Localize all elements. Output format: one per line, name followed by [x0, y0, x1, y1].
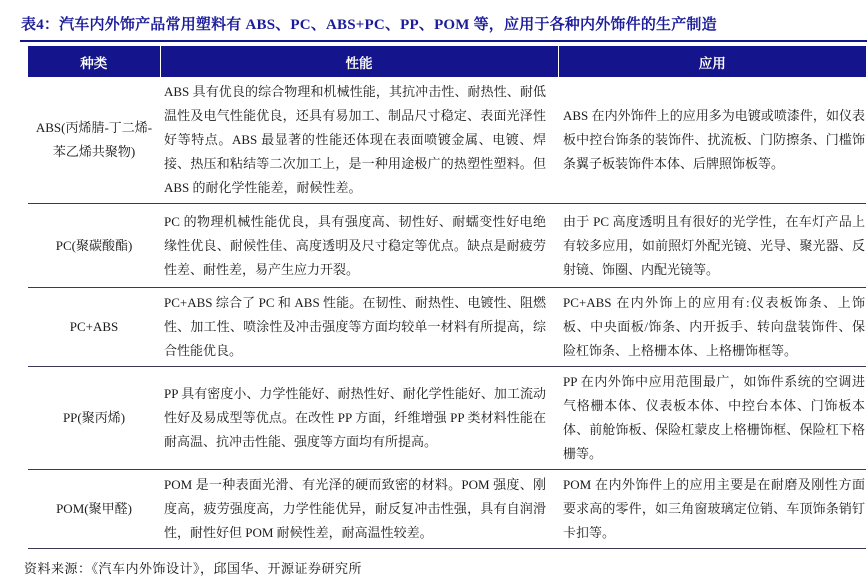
column-header-performance: 性能	[160, 46, 558, 77]
application-cell: POM 在内外饰件上的应用主要是在耐磨及刚性方面要求高的零件，如三角窗玻璃定位销、车顶饰条销钉卡扣等。	[558, 470, 866, 549]
performance-cell: POM 是一种表面光滑、有光泽的硬而致密的材料。POM 强度、刚度高，疲劳强度高，力学性能优异，耐反复冲击性强，具有自润滑性，耐性好但 POM 耐候性差，耐高温性较差。	[160, 470, 558, 549]
application-cell: PC+ABS 在内外饰上的应用有:仪表板饰条、上饰板、中央面板/饰条、内开扳手、转向盘装饰件、保险杠饰条、上格栅本体、上格栅饰框等。	[558, 288, 866, 367]
materials-table	[28, 46, 866, 549]
table-header	[28, 46, 866, 77]
material-kind-cell: POM(聚甲醛)	[28, 470, 160, 549]
material-kind-cell: PP(聚丙烯)	[28, 367, 160, 470]
performance-cell: ABS 具有优良的综合物理和机械性能，其抗冲击性、耐热性、耐低温性及电气性能优良，还具有易加工、制品尺寸稳定、表面光泽性好等特点。ABS 最显著的性能还体现在表面喷镀金属、电镀、焊接、热压和粘结等二次加工上，是一种用途极广的热塑性塑料。但 ABS 的耐化学性能差，耐候性差。	[164, 84, 546, 195]
table-row-pp	[28, 367, 866, 470]
title-divider	[20, 40, 867, 42]
performance-cell: PC 的物理机械性能优良，具有强度高、韧性好、耐蠕变性好电绝缘性优良、耐候性佳、高度透明及尺寸稳定等优点。缺点是耐疲劳性差、耐性差，易产生应力开裂。	[160, 204, 558, 288]
application-cell: ABS 在内外饰件上的应用多为电镀或喷漆件，如仪表板中控台饰条的装饰件、扰流板、门防擦条、门槛饰条翼子板装饰件本体、后牌照饰板等。	[563, 108, 865, 171]
table-row-pom	[28, 470, 866, 549]
page-title: 表4：汽车内外饰产品常用塑料有 ABS、PC、ABS+PC、PP、POM 等，应用于各种内外饰件的生产制造	[21, 17, 717, 33]
material-kind-cell: PC+ABS	[28, 288, 160, 367]
column-header-kind: 种类	[28, 46, 160, 77]
table-row-pc	[28, 204, 866, 288]
material-kind-cell: PC(聚碳酸酯)	[28, 204, 160, 288]
table-row-pc-abs	[28, 288, 866, 367]
source-note: 资料来源：《汽车内外饰设计》，邱国华、开源证券研究所	[24, 561, 363, 576]
material-kind-cell: ABS(丙烯腈-丁二烯-苯乙烯共聚物)	[35, 120, 153, 159]
performance-cell: PC+ABS 综合了 PC 和 ABS 性能。在韧性、耐热性、电镀性、阻燃性、加工性、喷涂性及冲击强度等方面均较单一材料有所提高，综合性能优良。	[160, 288, 558, 367]
application-cell: PP 在内外饰中应用范围最广，如饰件系统的空调进气格栅本体、仪表板本体、中控台本体、门饰板本体、前舱饰板、保险杠蒙皮上格栅饰框、保险杠下格栅等。	[558, 367, 866, 470]
performance-cell: PP 具有密度小、力学性能好、耐热性好、耐化学性能好、加工流动性好及易成型等优点。在改性 PP 方面，纤维增强 PP 类材料性能在耐高温、抗冲击性能、强度等方面均有所提高。	[160, 367, 558, 470]
application-cell: 由于 PC 高度透明且有很好的光学性，在车灯产品上有较多应用，如前照灯外配光镜、光导、聚光器、反射镜、饰圈、内配光镜等。	[558, 204, 866, 288]
column-header-application: 应用	[558, 46, 866, 77]
table-row-abs	[28, 77, 866, 204]
